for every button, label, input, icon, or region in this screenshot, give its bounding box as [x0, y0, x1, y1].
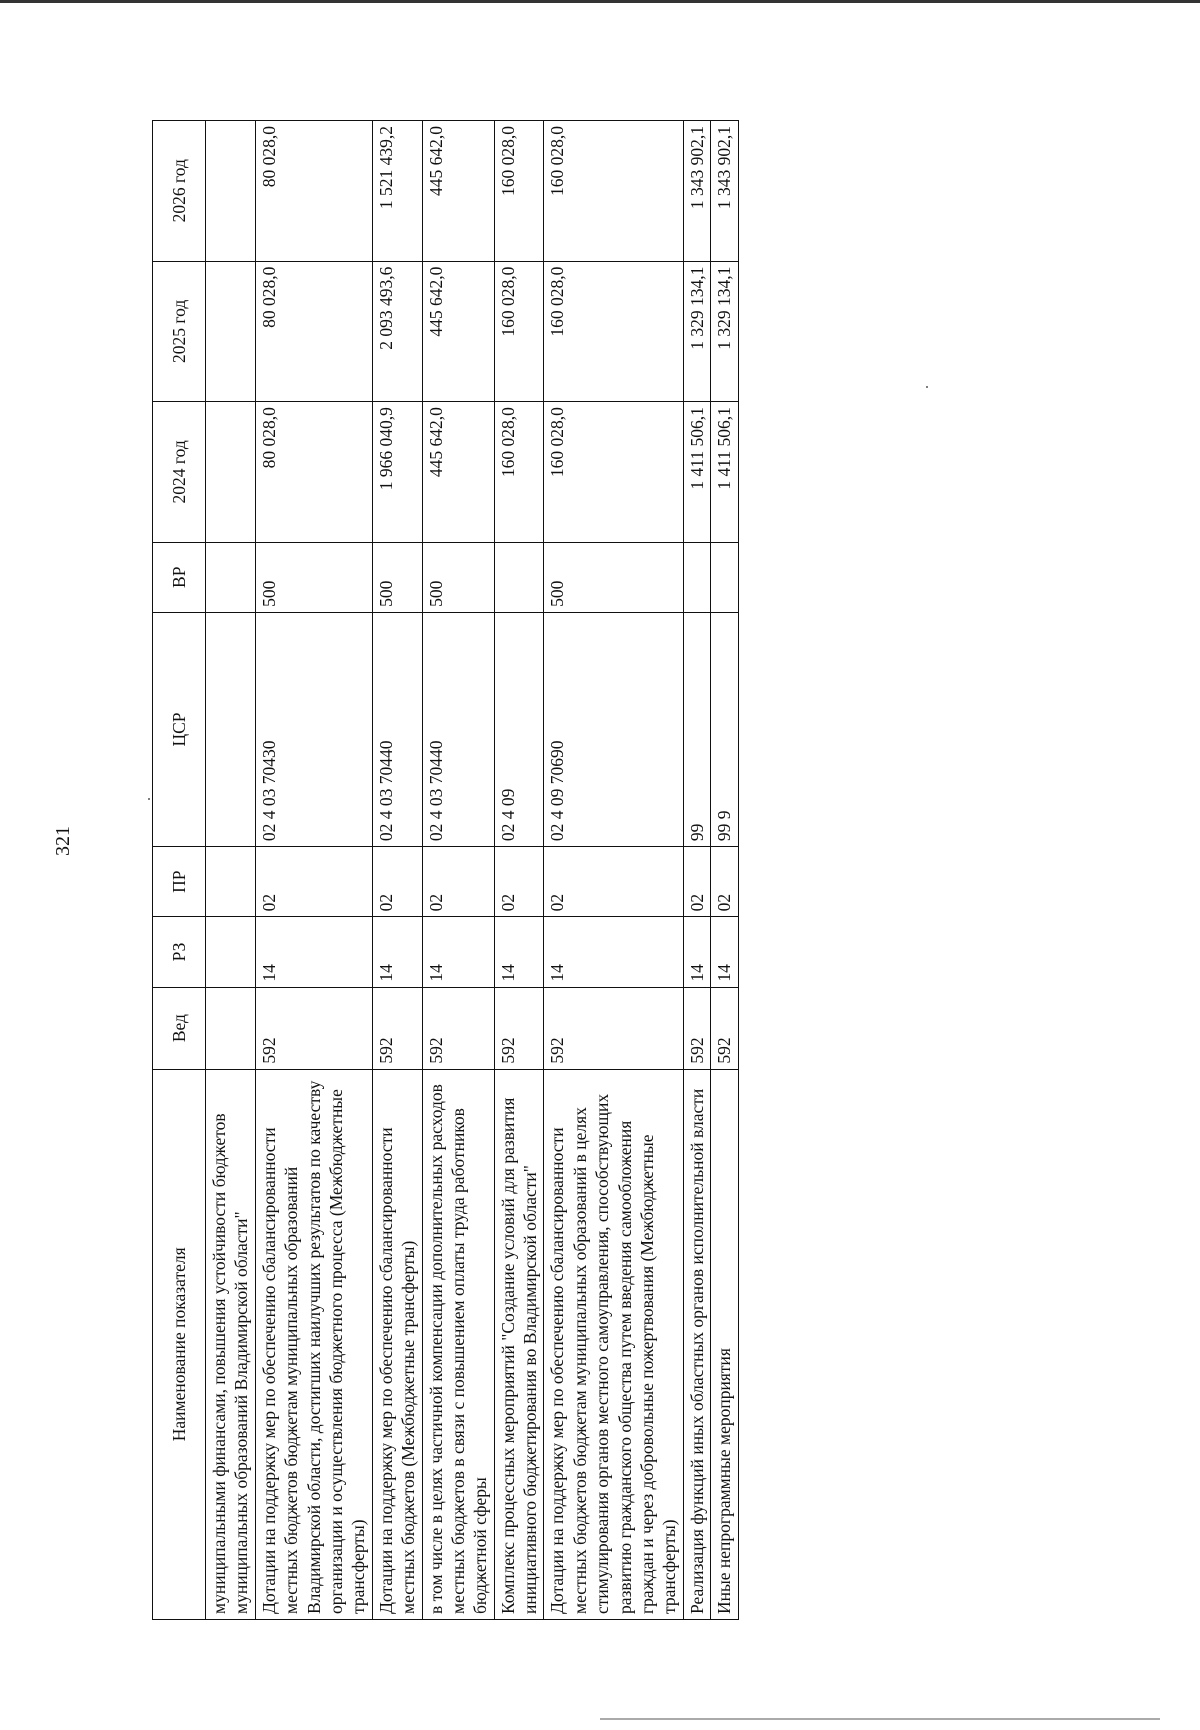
cell-vr: [206, 542, 256, 612]
header-2026: 2026 год: [153, 121, 206, 262]
cell-pr: 02: [494, 847, 544, 917]
cell-pr: 02: [683, 847, 710, 917]
cell-2025: 2 093 493,6: [372, 261, 422, 402]
cell-name: Иные непрограммные мероприятия: [711, 1069, 738, 1619]
table-row: [372, 121, 422, 1620]
cell-vr: [683, 542, 710, 612]
cell-pr: 02: [255, 847, 372, 917]
cell-name: Дотации на поддержку мер по обеспечению сбалансированности местных бюджетов бюджетам муниципальных образований в целях стимулирования органов местного самоуправления, способствующих развитию гражданского общества путем введения самообложения граждан и через добровольные пожертвования (Межбюджетные трансферты): [544, 1069, 683, 1619]
cell-csr: 02 4 03 70440: [422, 612, 494, 846]
table-row: [544, 121, 683, 1620]
table-row: [683, 121, 710, 1620]
cell-2026: 445 642,0: [422, 121, 494, 262]
cell-name: в том числе в целях частичной компенсации дополнительных расходов местных бюджетов в связи с повышением оплаты труда работников бюджетной сферы: [422, 1069, 494, 1619]
cell-2024: 80 028,0: [255, 402, 372, 543]
budget-table: [152, 120, 739, 1620]
cell-vr: [494, 542, 544, 612]
header-2025: 2025 год: [153, 261, 206, 402]
cell-csr: 02 4 09: [494, 612, 544, 846]
header-ved: Вед: [153, 987, 206, 1069]
cell-name: Дотации на поддержку мер по обеспечению сбалансированности местных бюджетов бюджетам муниципальных образований Владимирской области, достигших наилучших результатов по качеству организации и осуществления бюджетного процесса (Межбюджетные трансферты): [255, 1069, 372, 1619]
header-rz: РЗ: [153, 917, 206, 987]
cell-2025: [206, 261, 256, 402]
cell-pr: 02: [544, 847, 683, 917]
cell-vr: 500: [422, 542, 494, 612]
table-row: [206, 121, 256, 1620]
scan-speck: [148, 798, 150, 800]
cell-ved: 592: [255, 987, 372, 1069]
cell-2024: 445 642,0: [422, 402, 494, 543]
cell-2025: 160 028,0: [494, 261, 544, 402]
cell-2025: 1 329 134,1: [711, 261, 738, 402]
cell-ved: 592: [422, 987, 494, 1069]
cell-ved: 592: [372, 987, 422, 1069]
header-csr: ЦСР: [153, 612, 206, 846]
cell-2024: 160 028,0: [494, 402, 544, 543]
cell-2024: 1 411 506,1: [711, 402, 738, 543]
header-vr: ВР: [153, 542, 206, 612]
cell-2024: [206, 402, 256, 543]
cell-pr: 02: [711, 847, 738, 917]
top-border-line: [0, 0, 1200, 3]
cell-rz: 14: [683, 917, 710, 987]
cell-pr: 02: [372, 847, 422, 917]
cell-name: Комплекс процессных мероприятий "Создание условий для развития инициативного бюджетирования во Владимирской области": [494, 1069, 544, 1619]
table-row: [422, 121, 494, 1620]
cell-2025: 80 028,0: [255, 261, 372, 402]
cell-csr: 02 4 03 70430: [255, 612, 372, 846]
header-pr: ПР: [153, 847, 206, 917]
cell-pr: [206, 847, 256, 917]
rotated-table-area: [152, 120, 1142, 1620]
cell-rz: [206, 917, 256, 987]
cell-name: Реализация функций иных областных органов исполнительной власти: [683, 1069, 710, 1619]
table-row: [494, 121, 544, 1620]
cell-2026: 80 028,0: [255, 121, 372, 262]
cell-ved: [206, 987, 256, 1069]
cell-rz: 14: [372, 917, 422, 987]
table-wrapper: [152, 120, 1142, 1620]
cell-ved: 592: [544, 987, 683, 1069]
table-row: [255, 121, 372, 1620]
cell-csr: 99: [683, 612, 710, 846]
cell-csr: 02 4 03 70440: [372, 612, 422, 846]
table-row: [711, 121, 738, 1620]
bottom-border-line: [600, 1718, 1160, 1720]
cell-csr: 02 4 09 70690: [544, 612, 683, 846]
cell-rz: 14: [544, 917, 683, 987]
cell-pr: 02: [422, 847, 494, 917]
cell-ved: 592: [494, 987, 544, 1069]
header-2024: 2024 год: [153, 402, 206, 543]
cell-vr: 500: [372, 542, 422, 612]
cell-csr: [206, 612, 256, 846]
cell-ved: 592: [683, 987, 710, 1069]
cell-2025: 445 642,0: [422, 261, 494, 402]
cell-vr: 500: [255, 542, 372, 612]
cell-rz: 14: [711, 917, 738, 987]
header-row: [153, 121, 206, 1620]
cell-ved: 592: [711, 987, 738, 1069]
cell-2024: 160 028,0: [544, 402, 683, 543]
cell-2024: 1 966 040,9: [372, 402, 422, 543]
cell-vr: [711, 542, 738, 612]
cell-rz: 14: [494, 917, 544, 987]
cell-2025: 160 028,0: [544, 261, 683, 402]
cell-2025: 1 329 134,1: [683, 261, 710, 402]
cell-2026: 1 521 439,2: [372, 121, 422, 262]
cell-name: Дотации на поддержку мер по обеспечению сбалансированности местных бюджетов (Межбюджетные трансферты): [372, 1069, 422, 1619]
cell-2026: 1 343 902,1: [711, 121, 738, 262]
cell-2026: 160 028,0: [494, 121, 544, 262]
cell-vr: 500: [544, 542, 683, 612]
cell-name: муниципальными финансами, повышения устойчивости бюджетов муниципальных образований Владимирской области": [206, 1069, 256, 1619]
cell-csr: 99 9: [711, 612, 738, 846]
cell-2026: 1 343 902,1: [683, 121, 710, 262]
cell-2024: 1 411 506,1: [683, 402, 710, 543]
header-name: Наименование показателя: [153, 1069, 206, 1619]
cell-rz: 14: [422, 917, 494, 987]
page-number: 321: [52, 826, 74, 856]
cell-rz: 14: [255, 917, 372, 987]
cell-2026: [206, 121, 256, 262]
cell-2026: 160 028,0: [544, 121, 683, 262]
